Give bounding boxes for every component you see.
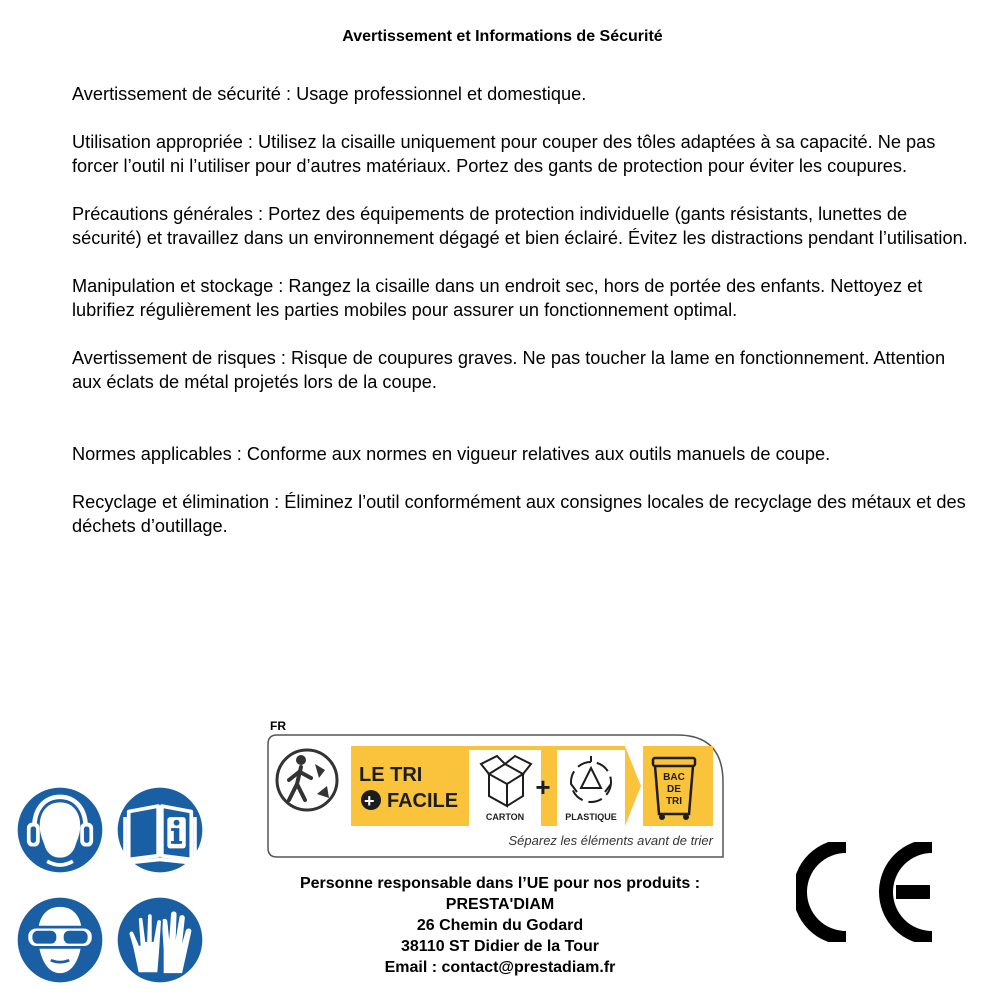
protective-gloves-icon — [114, 894, 206, 986]
safety-text — [72, 82, 972, 562]
plus-separator: + — [535, 772, 551, 802]
paragraph-general-precautions: Précautions générales : Portez des équipements de protection individuelle (gants résistants, lunettes de sécurité) et travaillez dans un environnement dégagé et bien éclairé. Évitez les distractions pendant l’utilisation. — [72, 204, 968, 248]
bin-line-3: TRI — [665, 796, 683, 807]
bin-line-1: BAC — [663, 772, 685, 783]
read-manual-icon — [114, 784, 206, 876]
paragraph-recycling: Recyclage et élimination : Éliminez l’outil conformément aux consignes locales de recyclage des métaux et des déchets d’outillage. — [72, 492, 966, 536]
ce-mark-icon — [796, 842, 938, 942]
headline-line-2: FACILE — [387, 790, 459, 812]
company-name: PRESTA'DIAM — [445, 896, 555, 913]
responsible-person-block — [250, 873, 750, 978]
safety-pictograms — [14, 784, 210, 990]
paragraph-risk-warning: Avertissement de risques : Risque de coupures graves. Ne pas toucher la lame en fonctionnement. Attention aux éclats de métal projetés lors de la coupe. — [72, 348, 946, 392]
country-label: FR — [270, 719, 286, 733]
carton-label: CARTON — [485, 812, 525, 822]
plus-sign: + — [364, 791, 375, 811]
safety-goggles-icon — [14, 894, 106, 986]
bin-line-2: DE — [667, 784, 681, 795]
responsible-person-heading: Personne responsable dans l’UE pour nos produits : — [299, 875, 701, 892]
ear-protection-icon — [14, 784, 106, 876]
address-city: 38110 ST Didier de la Tour — [401, 938, 599, 955]
paragraph-safety-warning: Avertissement de sécurité : Usage professionnel et domestique. — [72, 84, 587, 104]
plastic-label: PLASTIQUE — [565, 812, 617, 822]
recycling-info-label — [267, 734, 725, 858]
paragraph-standards: Normes applicables : Conforme aux normes en vigueur relatives aux outils manuels de coupe. — [72, 444, 831, 464]
document-title: Avertissement et Informations de Sécurité — [342, 28, 663, 45]
paragraph-appropriate-use: Utilisation appropriée : Utilisez la cisaille uniquement pour couper des tôles adaptées à sa capacité. Ne pas forcer l’outil ni l’utiliser pour d’autres matériaux. Portez des gants de protection pour éviter les coupures. — [72, 132, 936, 176]
sort-instruction: Séparez les éléments avant de trier — [508, 833, 713, 848]
triman-icon — [277, 750, 337, 810]
contact-email: Email : contact@prestadiam.fr — [384, 959, 616, 976]
headline-line-1: LE TRI — [359, 764, 423, 786]
paragraph-handling-storage: Manipulation et stockage : Rangez la cisaille dans un endroit sec, hors de portée des enfants. Nettoyez et lubrifiez régulièrement les parties mobiles pour assurer un fonctionnement optimal. — [72, 276, 923, 320]
address-street: 26 Chemin du Godard — [416, 917, 584, 934]
